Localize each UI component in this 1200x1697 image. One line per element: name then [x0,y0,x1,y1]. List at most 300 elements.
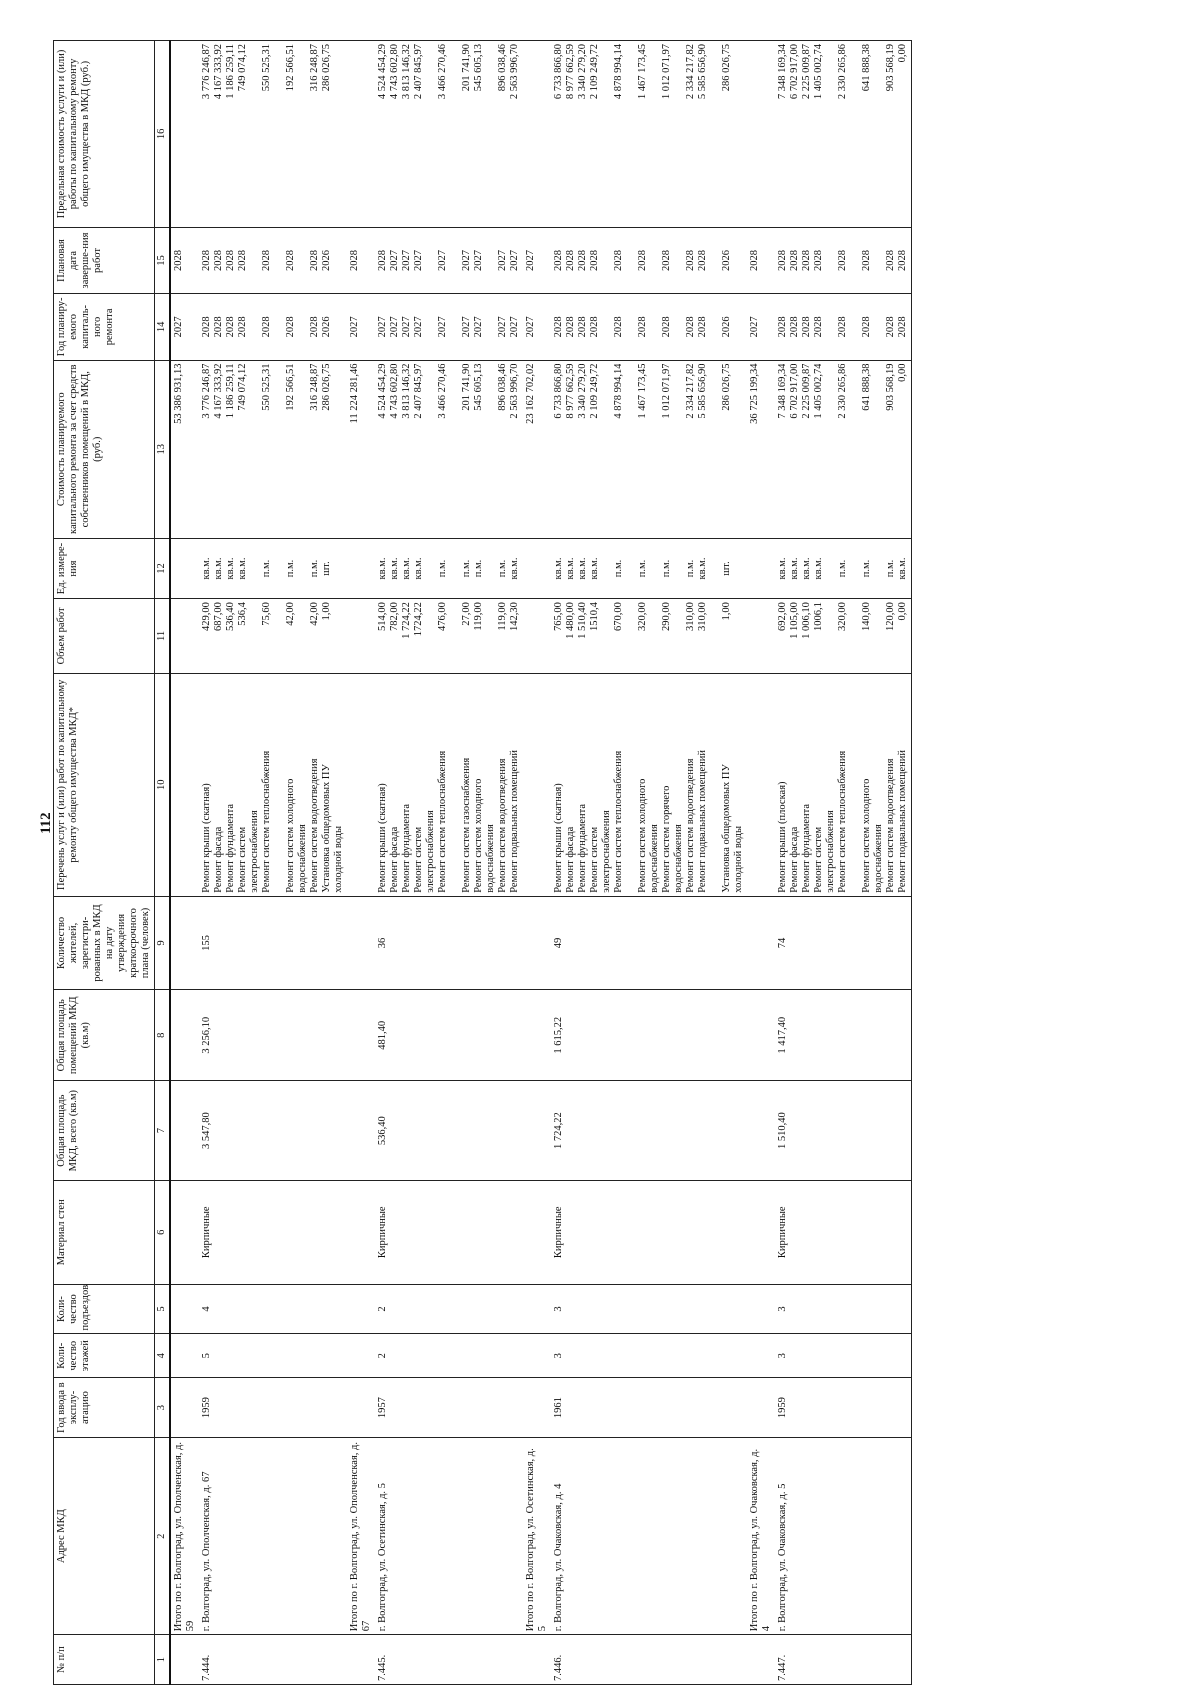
year-plan-cell-line: 2028 [237,316,248,338]
unit-cell-line: п.м. [637,559,648,578]
row-number: 7.445. [375,1635,523,1685]
residents-cell: 155 [199,896,347,989]
works-cell-line: холодной воды [733,825,744,893]
column-number: 4 [155,1334,171,1378]
max-cost-cell [551,41,747,228]
area-total-cell [170,1081,199,1181]
unit-cell-line [273,542,285,595]
entrances-cell [747,1284,775,1334]
unit-cell-line: п.м. [837,559,848,578]
year-plan-cell-line [485,297,497,356]
volume-cell-line [485,602,497,670]
walls-cell: Кирпичные [375,1180,523,1284]
year-cell [523,1378,551,1438]
works-cell-line: Ремонт фундамента [225,803,236,893]
area-rooms-cell: 1 615,22 [551,990,747,1081]
date-end-cell: 2028 [347,227,375,293]
unit-cell-line: кв.м. [201,557,212,580]
column-number: 2 [155,1438,171,1635]
year-plan-cell-line: 2028 [565,316,576,338]
max-cost-cell-line: 3 466 270,46 [437,44,448,100]
year-plan-cell-line [849,297,861,356]
works-cell-line: Ремонт систем теплоснабжения [437,750,448,893]
cost-cell-line: 903 568,19 [885,363,896,411]
year-plan-cell-line [425,297,437,356]
date-end-cell-line: 2028 [261,249,272,271]
cost-cell-line: 286 026,75 [321,363,332,411]
unit-cell-line [485,542,497,595]
max-cost-cell-line: 0,00 [897,44,908,63]
header-row [54,41,155,1685]
works-cell-line: Ремонт фасада [213,826,224,893]
date-end-cell-line [673,231,685,290]
volume-cell-line: 1 480,00 [565,602,576,639]
header-area-rooms: Общая площадь помещений МКД (кв.м) [54,990,155,1081]
max-cost-cell [375,41,523,228]
max-cost-cell-line: 3 776 246,87 [201,44,212,100]
max-cost-cell-line [673,44,685,224]
unit-cell [199,538,347,598]
year-plan-cell-line [825,297,837,356]
date-end-cell-line: 2028 [861,249,872,271]
works-cell-line: Ремонт фасада [565,826,576,893]
area-total-cell: 1 510,40 [775,1081,912,1181]
cost-cell-line: 3 340 279,20 [577,363,588,419]
date-end-cell-line: 2028 [309,249,320,271]
date-end-cell-line: 2028 [213,249,224,271]
year-plan-cell-line: 2028 [813,316,824,338]
unit-cell-line: кв.м. [377,557,388,580]
header-max-cost: Предельная стоимость услуги и (или) работы по капитальному ремонту общего имущества в МКД (руб.) [54,41,155,228]
cost-cell-line: 2 330 265,86 [837,363,848,419]
date-end-cell-line: 2028 [801,249,812,271]
date-end-cell-line: 2028 [225,249,236,271]
year-plan-cell-line: 2028 [837,316,848,338]
works-cell-line: электроснабжения [425,810,436,893]
area-total-cell: 1 724,22 [551,1081,747,1181]
max-cost-cell-line: 2 109 249,72 [589,44,600,100]
volume-cell-line: 42,00 [309,602,320,626]
date-end-cell-line: 2027 [497,249,508,271]
unit-cell-line [297,542,309,595]
works-cell [199,673,347,896]
cost-cell-line: 1 012 071,97 [661,363,672,419]
cost-cell-line: 550 525,31 [261,363,272,411]
max-cost-cell-line: 550 525,31 [261,44,272,92]
date-end-cell [375,227,523,293]
column-number: 11 [155,599,171,674]
column-number: 13 [155,360,171,538]
year-plan-cell-line: 2028 [801,316,812,338]
cost-cell-line [297,364,309,535]
unit-cell [747,538,775,598]
works-cell-line: водоснабжения [673,824,684,893]
date-end-cell-line [849,231,861,290]
works-cell [347,673,375,896]
works-cell-line: Ремонт крыши (скатная) [377,783,388,893]
area-rooms-cell: 1 417,40 [775,990,912,1081]
year-plan-cell-line: 2027 [497,316,508,338]
works-cell [551,673,747,896]
cost-cell-line [849,364,861,535]
unit-cell-line: п.м. [497,559,508,578]
year-plan-cell-line: 2027 [461,316,472,338]
max-cost-cell-line [273,44,285,224]
cost-cell-line: 2 225 009,87 [801,363,812,419]
works-cell-line: Ремонт систем теплоснабжения [837,750,848,893]
year-plan-cell-line: 2027 [389,316,400,338]
works-cell-line: Ремонт подвальных помещений [697,750,708,893]
building-row [775,41,912,1685]
volume-cell-line: 75,60 [261,602,272,626]
column-numbers-row [155,41,171,1685]
volume-cell-line [873,602,885,670]
volume-cell-line [849,602,861,670]
date-end-cell-line: 2028 [661,249,672,271]
cost-cell-line [825,364,837,535]
works-cell-line [449,677,461,893]
volume-cell-line: 119,00 [497,602,508,631]
year-plan-cell-line [733,297,745,356]
volume-cell-line: 1724,22 [413,602,424,637]
date-end-cell-line: 2028 [789,249,800,271]
cost-cell-line: 201 741,90 [461,363,472,411]
year-plan-cell [199,294,347,360]
cost-cell-line [449,364,461,535]
works-cell-line [849,677,861,893]
cost-cell-line: 4 167 333,92 [213,363,224,419]
volume-cell-line: 0,00 [897,602,908,621]
year-plan-cell-line: 2028 [613,316,624,338]
unit-cell-line: кв.м. [553,557,564,580]
date-end-cell-line [733,231,745,290]
volume-cell [775,599,912,674]
residents-cell: 49 [551,896,747,989]
year-plan-cell: 2027 [170,294,199,360]
max-cost-cell-line: 641 888,38 [861,44,872,92]
year-plan-cell-line: 2028 [213,316,224,338]
unit-cell-line [601,542,613,595]
year-plan-cell-line: 2028 [225,316,236,338]
address-cell: г. Волгоград, ул. Очаковская, д. 4 [551,1438,747,1635]
volume-cell-line: 320,00 [837,602,848,631]
volume-cell-line [733,602,745,670]
works-cell-line: Ремонт крыши (плоская) [777,781,788,893]
header-cost: Стоимость планируемого капитального ремонта за счет средств собственников помещений в МКД, (руб.) [54,360,155,538]
building-row [551,41,747,1685]
year-plan-cell-line: 2028 [285,316,296,338]
volume-cell-line: 782,00 [389,602,400,631]
unit-cell-line: кв.м. [213,557,224,580]
works-cell-line: электроснабжения [601,810,612,893]
date-end-cell [775,227,912,293]
max-cost-cell-line [425,44,437,224]
residents-cell: 36 [375,896,523,989]
header-floors: Коли-чество этажей [54,1334,155,1378]
volume-cell-line [825,602,837,670]
works-cell-line: Ремонт фундамента [801,803,812,893]
works-cell-line: Ремонт фасада [389,826,400,893]
year-plan-cell-line: 2028 [789,316,800,338]
area-total-cell [523,1081,551,1181]
volume-cell-line: 1 510,40 [577,602,588,639]
area-total-cell: 3 547,80 [199,1081,347,1181]
cost-cell-line [649,364,661,535]
unit-cell-line [733,542,745,595]
date-end-cell-line: 2028 [613,249,624,271]
works-cell-line: Ремонт систем холодного [473,778,484,893]
works-cell-line: Ремонт систем газоснабжения [461,757,472,893]
max-cost-cell [523,41,551,228]
max-cost-cell-line: 7 348 169,34 [777,44,788,100]
total-row [747,41,775,1685]
unit-cell-line [333,542,345,595]
unit-cell-line: кв.м. [401,557,412,580]
building-row [375,41,523,1685]
date-end-cell-line: 2026 [721,249,732,271]
max-cost-cell-line: 6 702 917,00 [789,44,800,100]
column-number: 12 [155,538,171,598]
max-cost-cell-line: 1 467 173,45 [637,44,648,100]
max-cost-cell-line: 545 605,13 [473,44,484,92]
header-year: Год ввода в эксплу-атацию [54,1378,155,1438]
max-cost-cell [199,41,347,228]
volume-cell-line: 765,00 [553,602,564,631]
max-cost-cell-line: 4 524 454,29 [377,44,388,100]
volume-cell-line: 142,30 [509,602,520,631]
max-cost-cell-line: 8 977 662,59 [565,44,576,100]
address-cell: Итого по г. Волгоград, ул. Ополченская, д. 59 [170,1438,199,1635]
max-cost-cell-line: 5 585 656,90 [697,44,708,100]
unit-cell-line: п.м. [261,559,272,578]
works-cell [375,673,523,896]
works-cell-line: Ремонт систем горячего [661,785,672,893]
walls-cell: Кирпичные [775,1180,912,1284]
area-rooms-cell [523,990,551,1081]
column-number: 8 [155,990,171,1081]
column-number: 1 [155,1635,171,1685]
max-cost-cell-line: 2 334 217,82 [685,44,696,100]
unit-cell-line: п.м. [685,559,696,578]
max-cost-cell [747,41,775,228]
cost-cell-line: 4 524 454,29 [377,363,388,419]
residents-cell [347,896,375,989]
unit-cell-line: кв.м. [697,557,708,580]
year-plan-cell: 2027 [747,294,775,360]
row-number [347,1635,375,1685]
volume-cell [523,599,551,674]
unit-cell-line [249,542,261,595]
row-number [523,1635,551,1685]
cost-cell: 36 725 199,34 [747,360,775,538]
max-cost-cell-line [873,44,885,224]
cost-cell-line [873,364,885,535]
max-cost-cell-line: 2 330 265,86 [837,44,848,100]
works-cell-line [273,677,285,893]
cost-cell-line: 4 878 994,14 [613,363,624,419]
works-cell-line [709,677,721,893]
works-cell-line: Ремонт систем [237,826,248,893]
date-end-cell-line: 2028 [637,249,648,271]
max-cost-cell-line [601,44,613,224]
date-end-cell-line: 2028 [237,249,248,271]
max-cost-cell-line [333,44,345,224]
column-number: 10 [155,673,171,896]
date-end-cell-line [825,231,837,290]
floors-cell: 3 [551,1334,747,1378]
cost-cell-line [733,364,745,535]
unit-cell-line: кв.м. [777,557,788,580]
entrances-cell [523,1284,551,1334]
header-num: № п/п [54,1635,155,1685]
walls-cell [747,1180,775,1284]
date-end-cell-line [873,231,885,290]
area-rooms-cell: 3 256,10 [199,990,347,1081]
unit-cell-line: п.м. [309,559,320,578]
works-cell-line: Ремонт фундамента [577,803,588,893]
cost-cell: 11 224 281,46 [347,360,375,538]
unit-cell [775,538,912,598]
unit-cell [523,538,551,598]
works-cell-line [625,677,637,893]
unit-cell [551,538,747,598]
year-plan-cell-line [333,297,345,356]
volume-cell-line: 320,00 [637,602,648,631]
works-cell [523,673,551,896]
works-cell-line: Ремонт фасада [789,826,800,893]
max-cost-cell-line: 286 026,75 [321,44,332,92]
unit-cell-line [425,542,437,595]
volume-cell-line: 1 006,10 [801,602,812,639]
cost-cell-line: 0,00 [897,363,908,382]
unit-cell-line: п.м. [885,559,896,578]
year-plan-cell-line: 2028 [577,316,588,338]
walls-cell: Кирпичные [551,1180,747,1284]
cost-cell-line: 2 407 845,97 [413,363,424,419]
works-cell [747,673,775,896]
unit-cell-line: кв.м. [789,557,800,580]
max-cost-cell-line [849,44,861,224]
unit-cell-line: кв.м. [801,557,812,580]
works-cell-line: электроснабжения [825,810,836,893]
volume-cell-line: 514,00 [377,602,388,631]
max-cost-cell-line [825,44,837,224]
unit-cell-line: п.м. [461,559,472,578]
works-cell-line: холодной воды [333,825,344,893]
area-rooms-cell: 481,40 [375,990,523,1081]
date-end-cell-line [333,231,345,290]
year-plan-cell-line: 2028 [589,316,600,338]
works-cell-line: водоснабжения [485,824,496,893]
max-cost-cell-line: 2 563 996,70 [509,44,520,100]
max-cost-cell-line [449,44,461,224]
address-cell: г. Волгоград, ул. Осетинская, д. 5 [375,1438,523,1635]
date-end-cell-line: 2028 [813,249,824,271]
date-end-cell-line: 2028 [885,249,896,271]
max-cost-cell [170,41,199,228]
works-cell-line: Ремонт систем холодного [637,778,648,893]
year-plan-cell-line: 2026 [321,316,332,338]
year-cell: 1959 [775,1378,912,1438]
unit-cell [347,538,375,598]
column-number: 3 [155,1378,171,1438]
max-cost-cell-line [249,44,261,224]
cost-cell-line [485,364,497,535]
date-end-cell-line [449,231,461,290]
year-plan-cell: 2027 [347,294,375,360]
volume-cell-line: 536,40 [225,602,236,631]
max-cost-cell-line [649,44,661,224]
unit-cell-line [449,542,461,595]
cost-cell [199,360,347,538]
year-plan-cell-line: 2027 [377,316,388,338]
max-cost-cell-line: 4 743 602,80 [389,44,400,100]
year-plan-cell-line: 2028 [553,316,564,338]
residents-cell [747,896,775,989]
works-cell-line: Ремонт систем водоотведения [685,758,696,893]
unit-cell-line: кв.м. [389,557,400,580]
unit-cell-line: кв.м. [413,557,424,580]
works-cell-line: Ремонт подвальных помещений [509,750,520,893]
year-plan-cell-line [249,297,261,356]
max-cost-cell-line: 1 012 071,97 [661,44,672,100]
volume-cell-line [425,602,437,670]
cost-cell-line: 641 888,38 [861,363,872,411]
header-address: Адрес МКД [54,1438,155,1635]
cost-cell-line: 1 186 259,11 [225,363,236,419]
volume-cell-line [297,602,309,670]
volume-cell-line: 310,00 [685,602,696,631]
year-plan-cell-line: 2028 [777,316,788,338]
cost-cell-line [273,364,285,535]
date-end-cell-line: 2027 [509,249,520,271]
unit-cell-line: кв.м. [897,557,908,580]
volume-cell-line [601,602,613,670]
year-plan-cell-line: 2028 [897,316,908,338]
cost-cell-line: 8 977 662,59 [565,363,576,419]
max-cost-cell-line [485,44,497,224]
year-plan-cell: 2027 [523,294,551,360]
residents-cell: 74 [775,896,912,989]
year-plan-cell-line: 2027 [509,316,520,338]
unit-cell-line: кв.м. [225,557,236,580]
cost-cell [775,360,912,538]
floors-cell: 3 [775,1334,912,1378]
column-number: 9 [155,896,171,989]
row-number: 7.446. [551,1635,747,1685]
date-end-cell-line: 2028 [685,249,696,271]
rotated-page [53,40,1173,1685]
cost-cell-line: 2 334 217,82 [685,363,696,419]
floors-cell [523,1334,551,1378]
column-number: 7 [155,1081,171,1181]
max-cost-cell-line: 4 167 333,92 [213,44,224,100]
max-cost-cell-line: 2 407 845,97 [413,44,424,100]
entrances-cell: 2 [375,1284,523,1334]
year-plan-cell-line [649,297,661,356]
year-cell: 1959 [199,1378,347,1438]
year-plan-cell-line: 2028 [885,316,896,338]
unit-cell-line: кв.м. [237,557,248,580]
date-end-cell-line: 2027 [473,249,484,271]
cost-cell-line: 6 702 917,00 [789,363,800,419]
works-cell-line: водоснабжения [873,824,884,893]
volume-cell-line: 1 724,22 [401,602,412,639]
address-cell: Итого по г. Волгоград, ул. Ополченская, д. 67 [347,1438,375,1635]
max-cost-cell-line: 4 878 994,14 [613,44,624,100]
year-plan-cell [551,294,747,360]
volume-cell [747,599,775,674]
